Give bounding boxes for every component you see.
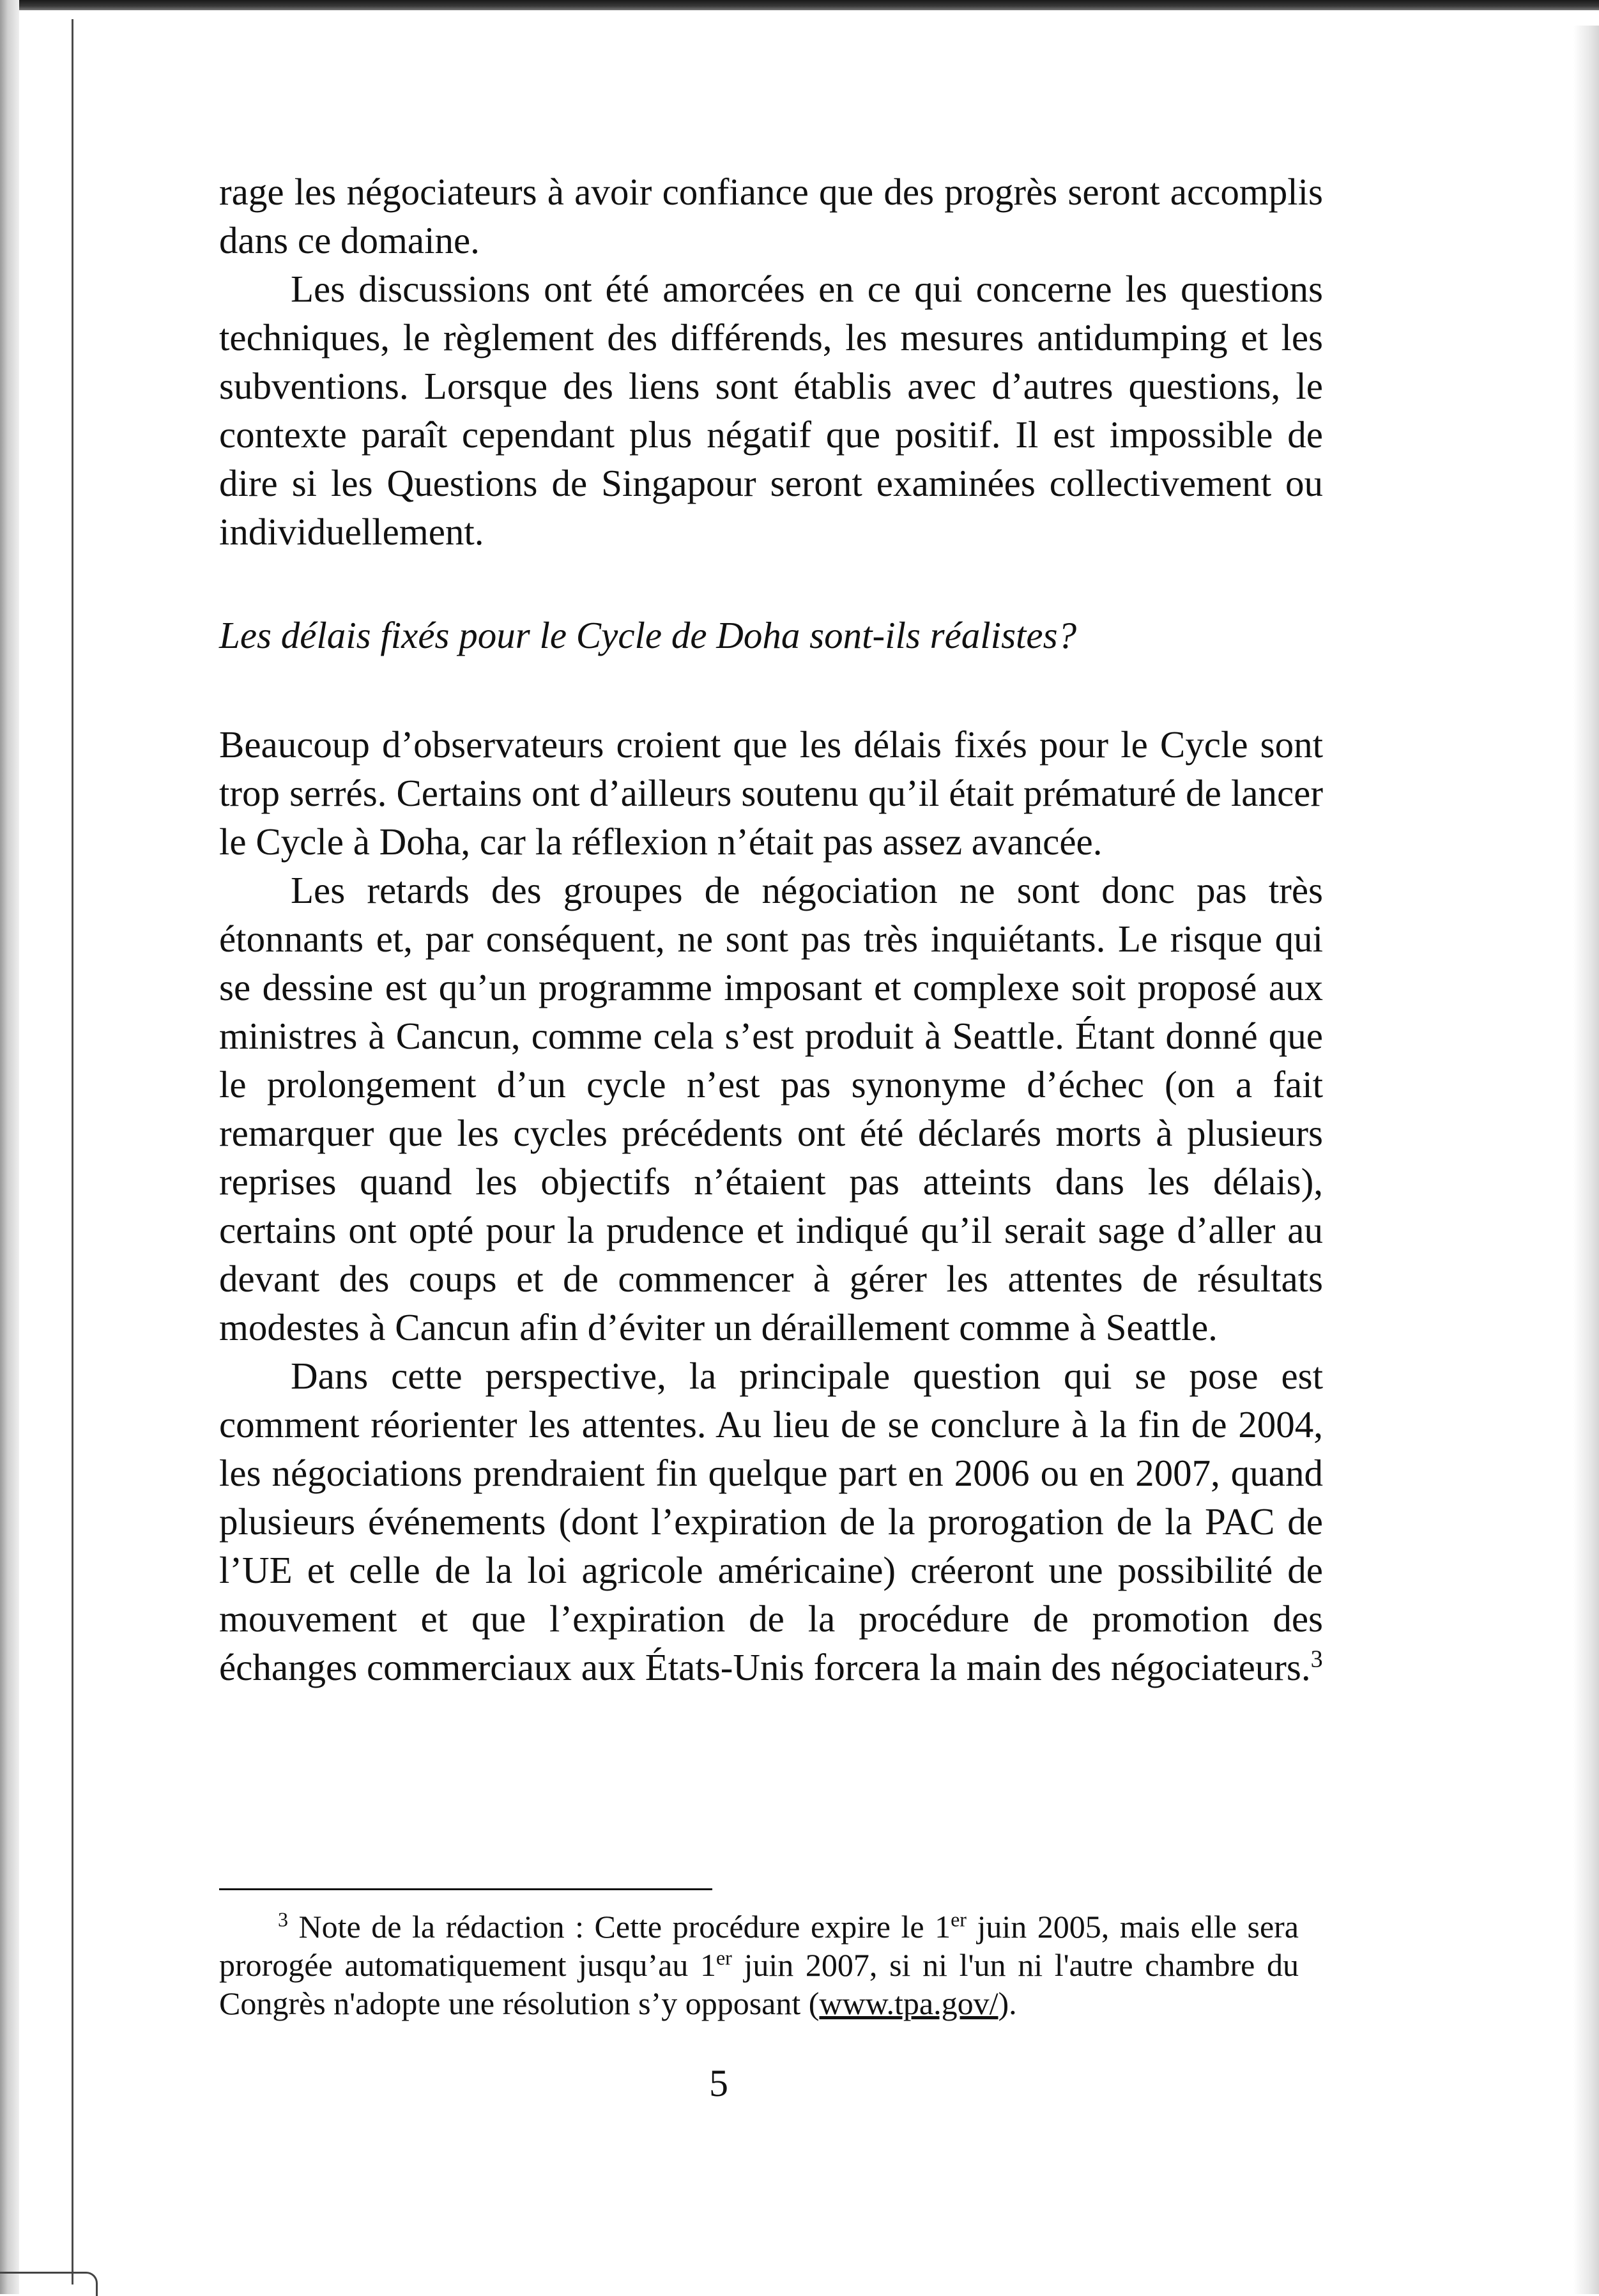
paragraph-retards: Les retards des groupes de négociation ne sont donc pas très étonnants et, par conséquent, ne sont pas très inquiétants. Le risque qui se dessine est qu’un programme imposant et complexe soit proposé aux ministres à Cancun, comme cela s’est produit à Seattle. Étant donné que le prolongement d’un cycle n’est pas synonyme d’échec (on a fait remarquer que les cycles précédents ont été déclarés morts à plusieurs reprises quand les objectifs n’étaient pas atteints dans les délais), certains ont opté pour la prudence et indiqué qu’il serait sage d’aller au devant des coups et de commencer à gérer les attentes de résultats modestes à Cancun afin d’éviter un déraillement comme à Seattle. [219,869,1323,1348]
paragraph-continuation: rage les négociateurs à avoir confiance que des progrès seront accomplis dans ce domaine. [219,171,1323,261]
paragraph-observateurs: Beaucoup d’observateurs croient que les délais fixés pour le Cycle sont trop serrés. Certains ont d’ailleurs soutenu qu’il était prématuré de lancer le Cycle à Doha, car la réflexion n’était pas assez avancée. [219,723,1323,863]
paragraph-perspective [219,1352,1323,1691]
footnote-sup-2: er [715,1946,732,1969]
scan-bottom-corner [0,2272,98,2296]
scan-right-shadow [1573,26,1599,2294]
footnote-text-1: Note de la rédaction : Cette procédure expire le 1 [288,1909,951,1945]
footnote-text-3: juin 2007, si ni l'un ni l'autre chambre du Congrès n'adopte une résolution s’y opposant ( [219,1947,1299,2021]
footnote-link[interactable]: www.tpa.gov/ [819,1985,998,2021]
paragraph-discussions: Les discussions ont été amorcées en ce qui concerne les questions techniques, le règlement des différends, les mesures antidumping et les subventions. Lorsque des liens sont établis avec d’autres questions, le contexte paraît cependant plus négatif que positif. Il est impossible de dire si les Questions de Singapour seront examinées collectivement ou individuellement. [219,268,1323,553]
footnote-reference[interactable]: 3 [1310,1645,1323,1673]
body-text [219,167,1323,1691]
scan-left-edge [0,0,19,2294]
scan-top-edge [0,0,1599,10]
footnote-text-2: juin 2005, mais elle sera prorogée automatiquement jusqu’au 1 [219,1909,1299,1983]
page-number: 5 [709,2062,728,2104]
footnote-sup-1: er [951,1907,967,1931]
footnote-number: 3 [278,1907,288,1931]
footnote [219,1907,1299,2022]
section-heading: Les délais fixés pour le Cycle de Doha sont-ils réalistes? [219,614,1077,656]
paragraph-perspective-text: Dans cette perspective, la principale question qui se pose est comment réorienter les attentes. Au lieu de se conclure à la fin de 2004, les négociations prendraient fin quelque part en 2006 ou en 2007, quand plusieurs événements (dont l’expiration de la prorogation de la PAC de l’UE et celle de la loi agricole américaine) créeront une possibilité de mouvement et que l’expiration de la procédure de promotion des échanges commerciaux aux États-Unis forcera la main des négociateurs. [219,1355,1323,1688]
footnote-divider [219,1888,712,1890]
page-fold-line [72,19,73,2284]
footnote-text-4: ). [998,1985,1017,2021]
